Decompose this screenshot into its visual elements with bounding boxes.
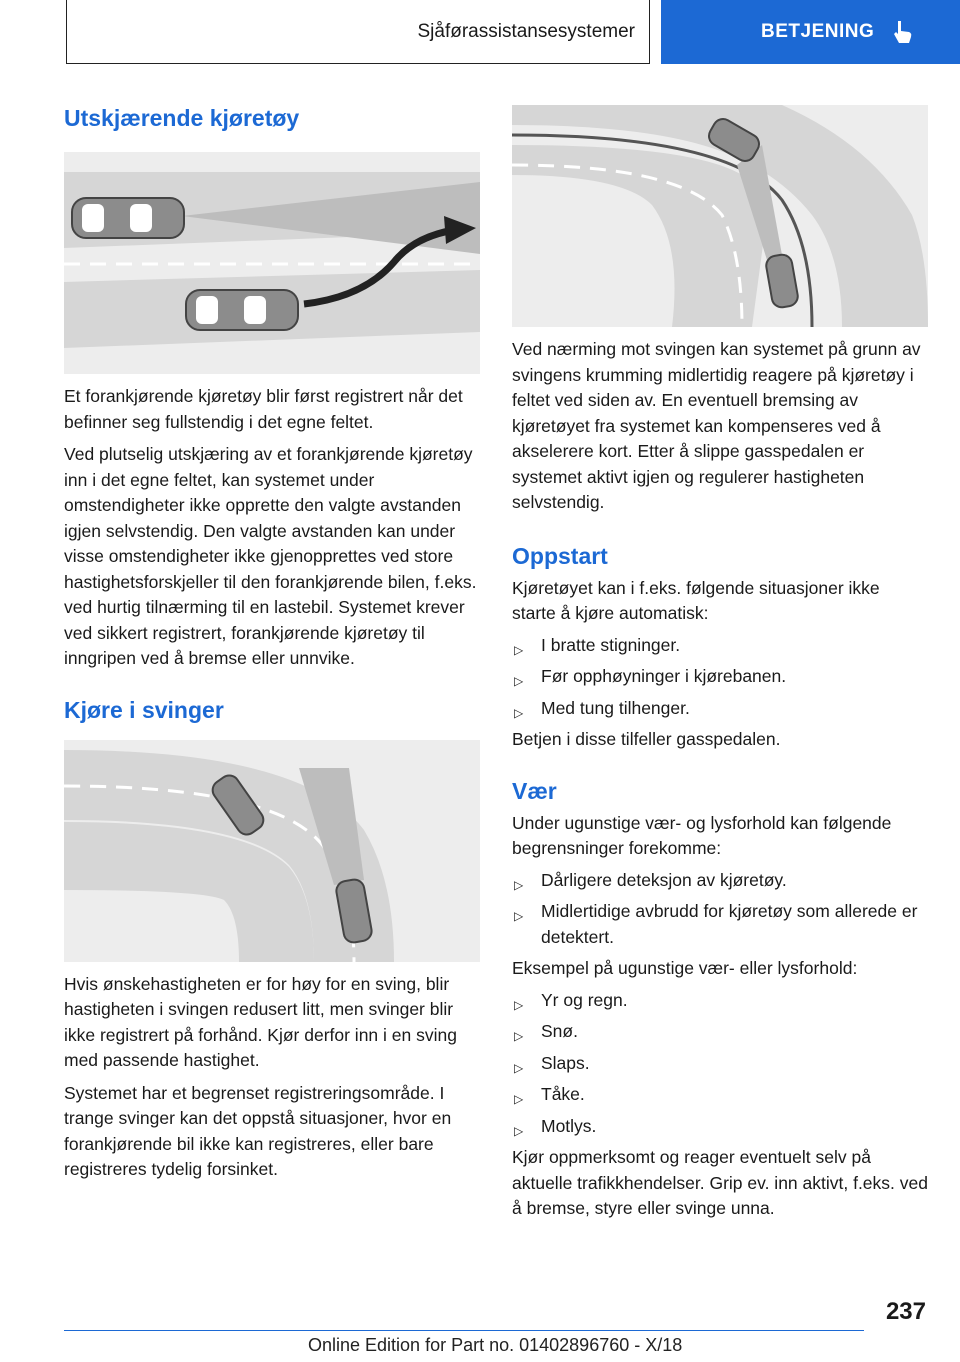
pointing-hand-icon [892,19,914,45]
page-number: 237 [885,1298,926,1325]
list-item: ▷ Motlys. [512,1114,928,1140]
list-item: ▷ Midlertidige avbrudd for kjøretøy som allerede er detektert. [514,901,918,947]
triangle-bullet-icon: ▷ [514,1060,524,1075]
section-title-curves: Kjøre i svinger [64,696,224,723]
paragraph: Ved nærming mot svingen kan systemet på grunn av svingens krumming midlertidig reagere på kjøretøy i feltet ved siden av. En eventuell bremsing av kjøretøyet fra systemet kan kompenseres ved å akselerere kort. Etter å slippe gasspedalen er systemet aktivt igjen og regulerer hastigheten selvstendig. [512,339,921,512]
list-item: ▷ Yr og regn. [512,988,928,1014]
triangle-bullet-icon: ▷ [514,1092,524,1106]
list-item: ▷ Dårligere deteksjon av kjøretøy. [512,868,928,894]
paragraph: Under ugunstige vær- og lysforhold kan følgende begrensninger forekomme: [512,812,892,858]
section-title: Sjåførassistansesystemer [417,20,635,42]
paragraph: Systemet har et begrenset registreringsområde. I trange svinger kan det oppstå situasjoner, hvor en forankjørende bil ikke kan registreres, eller bare registreres tydelig forsinket. [64,1082,452,1179]
list-item: ▷ Med tung tilhenger. [512,696,928,722]
weather-conditions-list [512,988,928,1140]
triangle-bullet-icon: ▷ [514,674,524,688]
paragraph: Kjør oppmerksomt og reager eventuelt selv på aktuelle trafikkhendelser. Grip ev. inn aktivt, f.eks. ved å bremse, styre eller svinge unna. [512,1147,928,1218]
start-list [512,633,928,722]
running-header-section [66,0,650,64]
paragraph: Ved plutselig utskjæring av et forankjørende kjøretøy inn i det egne feltet, kan systemet under omstendigheter ikke opprette den valgte avstanden igjen selvstendig. Den valgte avstanden kan under visse omstendigheter ikke gjenopprettes ved store hastighetsforskjeller til den forankjørende bilen, f.eks. ved hurtig tilnærming til en lastebil. Systemet krever ved sikkert registrert, forankjørende kjøretøy til inngripen ved å bremse eller unnvike. [64,444,477,668]
car-front [72,198,184,238]
list-item: ▷ Tåke. [512,1082,928,1108]
list-item: ▷ Før opphøyninger i kjørebanen. [512,664,928,690]
section-title-start: Oppstart [512,542,608,569]
weather-limitations-list [512,868,928,951]
footer-edition: Online Edition for Part no. 01402896760 - X/18 [308,1335,683,1355]
running-header-chapter [661,0,960,64]
paragraph: Kjøretøyet kan i f.eks. følgende situasjoner ikke starte å kjøre automatisk: [512,577,880,623]
triangle-bullet-icon: ▷ [514,642,524,657]
figure-cut-in-vehicle [64,152,480,374]
list-item: ▷ Slaps. [512,1051,928,1077]
figure-curve [64,740,480,962]
paragraph: Eksempel på ugunstige vær- eller lysforhold: [512,958,858,978]
left-column [64,100,480,1183]
triangle-bullet-icon: ▷ [514,1029,524,1043]
figure-curve-adjacent-lane [512,105,928,327]
triangle-bullet-icon: ▷ [514,909,524,923]
section-title-cut-in: Utskjærende kjøretøy [64,105,300,131]
triangle-bullet-icon: ▷ [514,997,524,1012]
paragraph: Betjen i disse tilfeller gasspedalen. [512,729,781,749]
paragraph: Hvis ønskehastigheten er for høy for en sving, blir hastigheten i svingen redusert litt, men svinger blir ikke registrert på forhånd. Kjør derfor inn i en sving med passende hastighet. [64,973,457,1070]
list-item: ▷ Snø. [512,1019,928,1045]
triangle-bullet-icon: ▷ [514,877,524,892]
section-title-weather: Vær [512,777,557,804]
paragraph: Et forankjørende kjøretøy blir først registrert når det befinner seg fullstendig i det egne feltet. [64,386,463,432]
right-column [512,100,928,1222]
footer-rule [64,1330,864,1331]
triangle-bullet-icon: ▷ [514,1123,524,1138]
list-item: ▷ I bratte stigninger. [512,633,928,659]
car-cut-in [186,290,298,330]
chapter-title: BETJENING [761,21,875,42]
triangle-bullet-icon: ▷ [514,705,524,720]
